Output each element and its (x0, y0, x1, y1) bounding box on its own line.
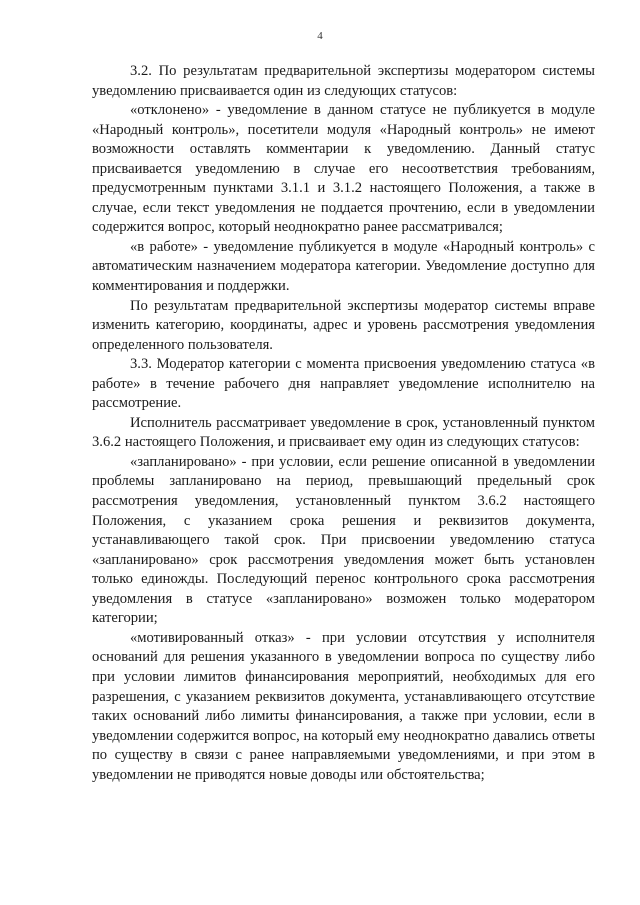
paragraph-status-refusal: «мотивированный отказ» - при условии отсутствия у исполнителя оснований для решения указанного в уведомлении вопроса по существу либо при условии лимитов финансирования мероприятий, необходимых для его разрешения, с указанием реквизитов документа, устанавливающего отсутствие таких оснований либо лимиты финансирования, а также при условии, если в уведомлении содержится вопрос, на который ему неоднократно давались ответы по существу в связи с ранее направляемыми уведомлениями, и при этом в уведомлении не приводятся новые доводы или обстоятельства; (92, 629, 595, 783)
page-number: 4 (317, 30, 323, 42)
paragraph-status-in-progress: «в работе» - уведомление публикуется в модуле «Народный контроль» с автоматическим назначением модератора категории. Уведомление доступно для комментирования и поддержки. (92, 238, 595, 295)
paragraph-moderator-rights: По результатам предварительной экспертизы модератор системы вправе изменить категорию, координаты, адрес и уровень рассмотрения уведомления определенного пользователя. (92, 297, 595, 353)
paragraph-3-3: 3.3. Модератор категории с момента присвоения уведомлению статуса «в работе» в течение рабочего дня направляет уведомление исполнителю на рассмотрение. (92, 356, 595, 412)
paragraph-3-2: 3.2. По результатам предварительной экспертизы модератором системы уведомлению присваивается один из следующих статусов: (92, 63, 595, 99)
paragraph-status-planned: «запланировано» - при условии, если решение описанной в уведомлении проблемы запланировано на период, превышающий предельный срок рассмотрения уведомления, установленный пунктом 3.6.2 настоящего Положения, с указанием срока решения и реквизитов документа, устанавливающего такой срок. При присвоении уведомлению статуса «запланировано» срок рассмотрения уведомления может быть установлен только единожды. Последующий перенос контрольного срока рассмотрения уведомления в статусе «запланировано» возможен только модератором категории; (92, 453, 595, 627)
document-body (92, 62, 595, 785)
paragraph-status-rejected: «отклонено» - уведомление в данном статусе не публикуется в модуле «Народный контроль», посетители модуля «Народный контроль» не имеют возможности оставлять комментарии к уведомлению. Данный статус присваивается уведомлению в случае его несоответствия требованиям, предусмотренным пунктами 3.1.1 и 3.1.2 настоящего Положения, а также в случае, если текст уведомления не поддается прочтению, если в уведомлении содержится вопрос, который неоднократно ранее рассматривался; (92, 102, 595, 236)
paragraph-executor-review: Исполнитель рассматривает уведомление в срок, установленный пунктом 3.6.2 настоящего Положения, и присваивает ему один из следующих статусов: (92, 414, 595, 451)
